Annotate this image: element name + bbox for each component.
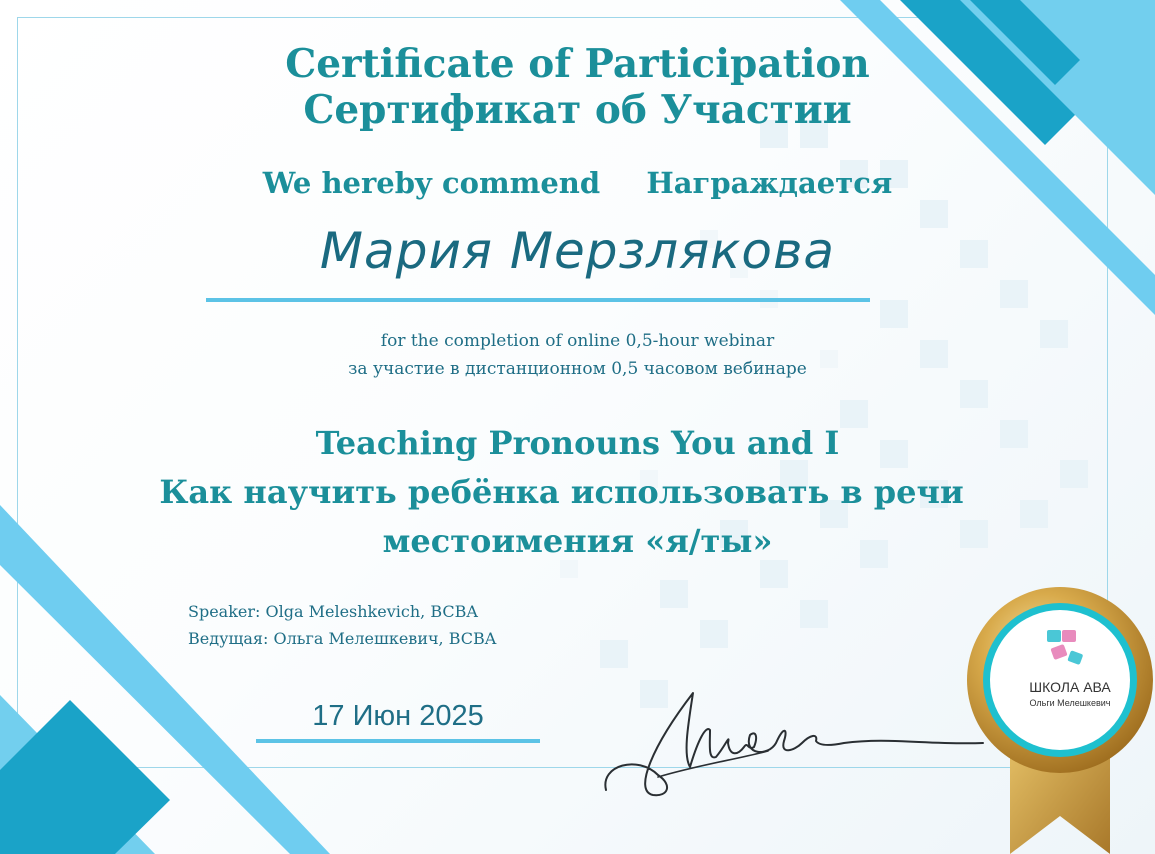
commend-line [0,166,1155,200]
puzzle-icon [1047,630,1061,642]
date-underline [256,739,540,743]
topic-ru-line2: местоимения «я/ты» [382,522,773,560]
school-name: ШКОЛА АВА [1029,679,1111,695]
school-owner: Ольги Мелешкевич [1029,698,1111,708]
topic-en: Teaching Pronouns You and I [315,424,840,462]
title-en: Certificate of Participation [285,41,870,87]
speaker-ru: Ведущая: Ольга Мелешкевич, BCBA [188,629,497,648]
topic-ru-line1: Как научить ребёнка использовать в речи [159,473,964,511]
completion-ru: за участие в дистанционном 0,5 часовом вебинаре [348,359,807,379]
commend-ru: Награждается [646,166,893,200]
recipient-name: Мария Мерзлякова [319,222,836,280]
name-underline [206,298,870,302]
signature [598,685,988,805]
issue-date: 17 Июн 2025 [312,700,484,732]
commend-en: We hereby commend [262,166,601,200]
completion-en: for the completion of online 0,5-hour webinar [380,331,775,351]
title-ru: Сертификат об Участии [303,87,852,133]
medal-badge [965,580,1155,854]
speaker-en: Speaker: Olga Meleshkevich, BCBA [188,602,478,621]
